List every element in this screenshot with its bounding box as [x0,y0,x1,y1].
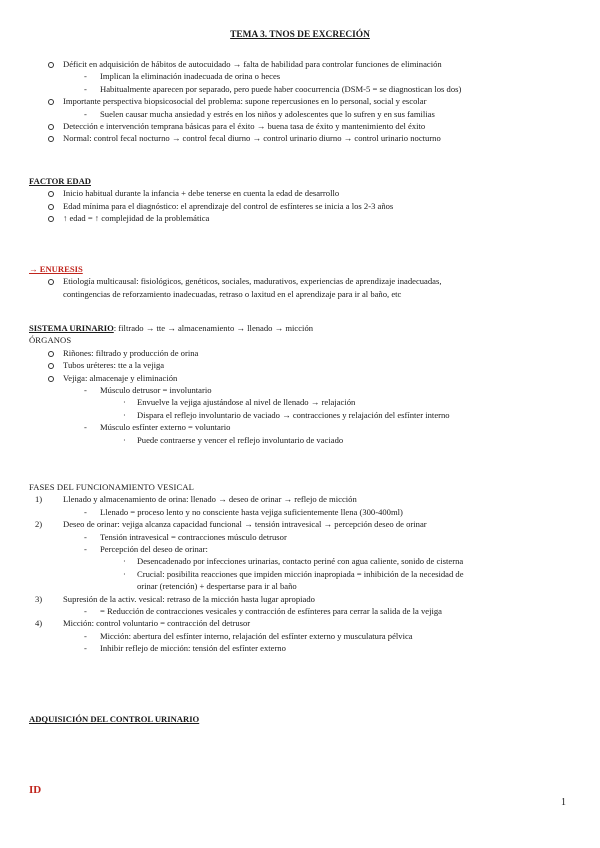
list-item: - Implican la eliminación inadecuada de orina o heces [29,70,579,82]
list-item: Detección e intervención temprana básicas para el éxito → buena tasa de éxito y mantenimiento del éxito [29,120,579,132]
item-text: Deseo de orinar: vejiga alcanza capacidad funcional → tensión intravesical → percepción deseo de orinar [63,519,427,530]
list-item: - Músculo detrusor = involuntario [29,384,579,396]
list-item: · Crucial: posibilita reacciones que impiden micción inapropiada = inhibición de la necesidad de [29,568,579,580]
adquisicion-heading: ADQUISICIÓN DEL CONTROL URINARIO [29,714,200,724]
intro-section [29,58,579,145]
organos-heading: ÓRGANOS [29,335,72,346]
numbered-item [29,593,579,605]
numbered-item [29,518,579,530]
list-item: · Dispara el reflejo involuntario de vaciado → contracciones y relajación del esfínter interno [29,409,579,421]
list-item: - Percepción del deseo de orinar: [29,543,579,555]
list-item: Tubos uréteres: tte a la vejiga [29,359,579,371]
organos-list [29,347,579,446]
list-item: Riñones: filtrado y producción de orina [29,347,579,359]
adquisicion-section [29,713,579,725]
sistema-urinario-flow: : filtrado → tte → almacenamiento → llenado → micción [113,323,314,333]
item-number: 3) [35,593,43,604]
list-item: Importante perspectiva biopsicosocial del problema: supone repercusiones en lo personal, social y escolar [29,95,579,107]
page-title: TEMA 3. TNOS DE EXCRECIÓN [230,30,370,40]
enuresis-heading: → ENURESIS [29,264,83,274]
list-item: Etiología multicausal: fisiológicos, genéticos, sociales, madurativos, experiencias de aprendizaje inadecuadas, [29,275,579,287]
fases-list [29,493,579,654]
list-item: Inicio habitual durante la infancia + debe tenerse en cuenta la edad de desarrollo [29,187,579,199]
list-item: · Envuelve la vejiga ajustándose al nivel de llenado → relajación [29,396,579,408]
list-item: Edad mínima para el diagnóstico: el aprendizaje del control de esfínteres se inicia a los 2-3 años [29,200,579,212]
list-item-continuation: orinar (retención) + despertarse para ir al baño [137,581,297,592]
numbered-item [29,617,579,629]
sistema-urinario-heading: SISTEMA URINARIO [29,323,114,333]
page-number: 1 [561,797,566,808]
list-item: · Puede contraerse y vencer el reflejo involuntario de vaciado [29,434,579,446]
list-item-continuation: contingencias de reforzamiento inadecuadas, retraso o laxitud en el aprendizaje para ir al baño, etc [63,288,402,299]
list-item: · Desencadenado por infecciones urinarias, contacto periné con agua caliente, sonido de cisterna [29,555,579,567]
list-item: - = Reducción de contracciones vesicales y contracción de esfínteres para cerrar la salida de la vejiga [29,605,579,617]
list-item: - Suelen causar mucha ansiedad y estrés en los niños y adolescentes que lo sufren y en sus familias [29,108,579,120]
fases-heading: FASES DEL FUNCIONAMIENTO VESICAL [29,482,194,492]
list-item: Vejiga: almacenaje y eliminación [29,372,579,384]
list-item: - Habitualmente aparecen por separado, pero puede haber coocurrencia (DSM-5 = se diagnostican los dos) [29,83,579,95]
item-number: 2) [35,519,43,530]
list-item: - Músculo esfínter externo = voluntario [29,421,579,433]
list-item: Déficit en adquisición de hábitos de autocuidado → falta de habilidad para controlar funciones de eliminación [29,58,579,70]
item-number: 4) [35,618,43,629]
list-item: - Tensión intravesical = contracciones músculo detrusor [29,531,579,543]
item-number: 1) [35,494,43,505]
numbered-item [29,493,579,505]
factor-edad-heading: FACTOR EDAD [29,176,91,186]
id-label: ID [29,784,42,796]
list-item: - Micción: abertura del esfínter interno, relajación del esfínter externo y musculatura pélvica [29,630,579,642]
item-text: Supresión de la activ. vesical: retraso de la micción hasta lugar apropiado [63,593,315,604]
list-item: ↑ edad = ↑ complejidad de la problemática [29,212,579,224]
item-text: Micción: control voluntario = contracción del detrusor [63,618,251,629]
list-item: - Inhibir reflejo de micción: tensión del esfínter externo [29,642,579,654]
enuresis-section [29,263,579,300]
factor-edad-section [29,175,579,225]
item-text: Llenado y almacenamiento de orina: llenado → deseo de orinar → reflejo de micción [63,494,357,505]
list-item: - Llenado = proceso lento y no consciente hasta vejiga suficientemente llena (300-400ml) [29,506,579,518]
sistema-urinario-section [29,322,579,446]
fases-section [29,481,579,655]
list-item: Normal: control fecal nocturno → control fecal diurno → control urinario diurno → control urinario nocturno [29,132,579,144]
